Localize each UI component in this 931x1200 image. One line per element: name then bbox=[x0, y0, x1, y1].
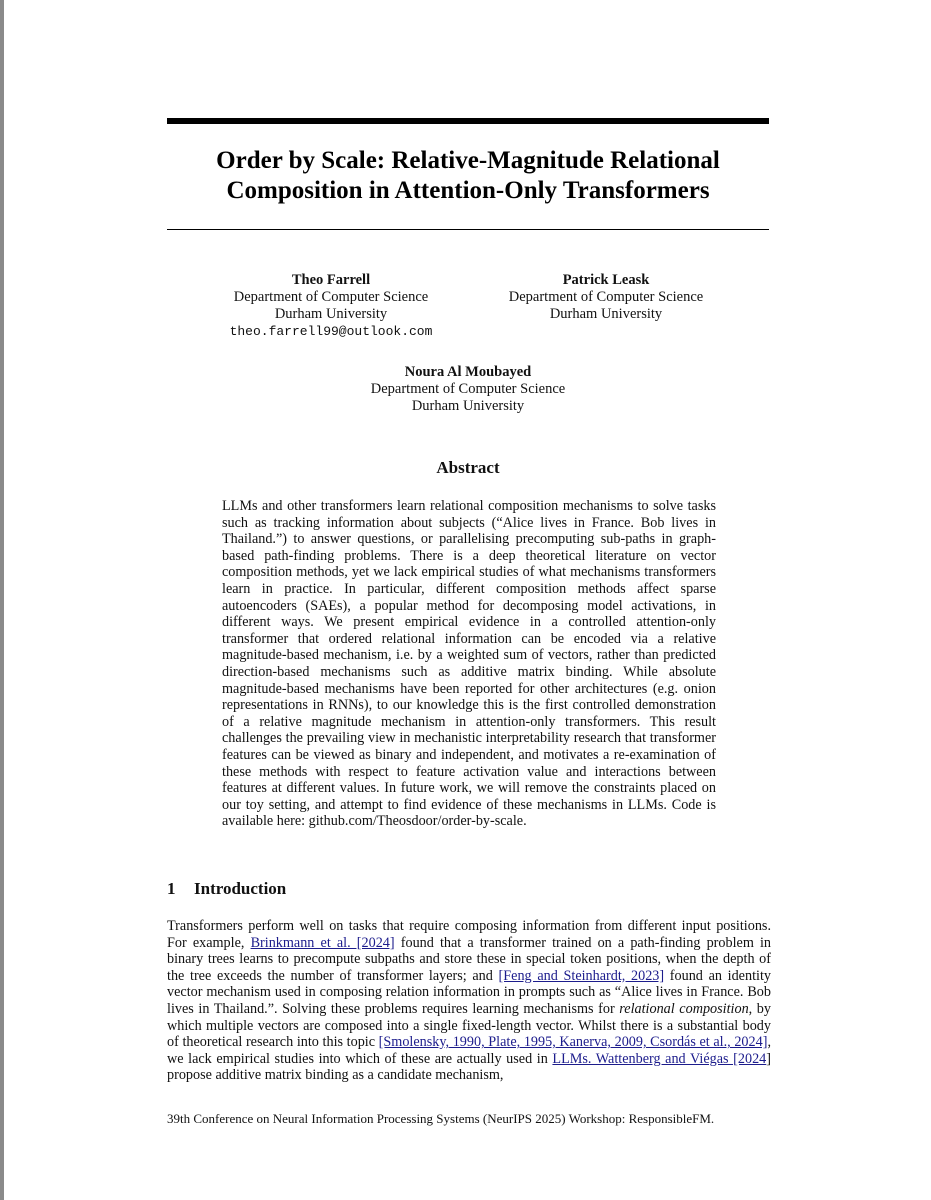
citation-link[interactable]: LLMs. Wattenberg and Viégas [2024 bbox=[552, 1050, 767, 1067]
intro-emphasis: relational composition bbox=[619, 1000, 749, 1017]
intro-text: ] propose additive matrix binding as a candidate mechanism, bbox=[167, 1050, 771, 1084]
author-university: Durham University bbox=[274, 306, 388, 322]
author-university: Durham University bbox=[411, 398, 525, 414]
abstract-text: LLMs and other transformers learn relational composition mechanisms to solve tasks such as tracking information about subjects (“Alice lives in France. Bob lives in Thailand.”) to answer questions, or parallelising precomputing sub-paths in graph-based path-finding problems. There is a deep theoretical literature on vector composition methods, yet we lack empirical studies of what mechanisms transformers learn in practice. In particular, different composition methods affect sparse autoencoders (SAEs), a popular method for decomposing model activations, in different ways. We present empirical evidence in a controlled attention-only transformer that ordered relational information can be encoded via a relative magnitude-based mechanism, i.e. by a weighted sum of vectors, rather than predicted direction-based mechanisms such as additive matrix binding. While absolute magnitude-based mechanisms have been reported for other architectures (e.g. onion representations in RNNs), to our knowledge this is the first controlled demonstration of a relative magnitude mechanism in attention-only transformers. This result challenges the prevailing view in mechanistic interpretability research that transformer features can be viewed as binary and independent, and motivates a re-examination of these methods with respect to feature activation value and interactions between features at different values. In future work, we will remove the constraints placed on our toy setting, and attempt to find evidence of these mechanisms in LLMs. Code is available here: github.com/Theosdoor/order-by-scale. bbox=[222, 498, 716, 830]
paper-title bbox=[167, 146, 769, 206]
citation-link[interactable]: [Smolensky, 1990, Plate, 1995, Kanerva, 2009, Csordás et al., 2024] bbox=[378, 1034, 768, 1051]
section-number: 1 bbox=[167, 879, 176, 898]
author-name: Theo Farrell bbox=[291, 272, 371, 288]
intro-text: , by which multiple vectors are composed into a single fixed-length vector. Whilst there is a substantial body of theoretical research into this topic bbox=[167, 1000, 771, 1051]
title-line-1: Order by Scale: Relative-Magnitude Relational bbox=[216, 147, 720, 174]
author-email[interactable]: theo.farrell99@outlook.com bbox=[229, 324, 433, 339]
citation-link[interactable]: [Feng and Steinhardt, 2023] bbox=[498, 967, 665, 984]
intro-text: found that a transformer trained on a path-finding problem in binary trees learns to precompute subpaths and store these in special token positions, when the depth of the tree exceeds the number of transformer layers; and bbox=[167, 934, 772, 984]
author-department: Department of Computer Science bbox=[233, 289, 429, 305]
author-name: Patrick Leask bbox=[562, 272, 650, 288]
section-heading-introduction bbox=[167, 879, 769, 899]
author-department: Department of Computer Science bbox=[370, 381, 566, 397]
intro-text: found an identity vector mechanism used in composing relation information in prompts such as “Alice lives in France. Bob lives in Thailand.”. Solving these problems requires learning mechanisms for bbox=[167, 967, 771, 1017]
intro-text: , we lack empirical studies into which of these are actually used in bbox=[167, 1034, 771, 1067]
citation-link[interactable]: Brinkmann et al. [2024] bbox=[250, 934, 395, 951]
title-bottom-rule bbox=[167, 229, 769, 230]
conference-footnote: 39th Conference on Neural Information Processing Systems (NeurIPS 2025) Workshop: ResponsibleFM. bbox=[167, 1111, 715, 1126]
title-line-2: Composition in Attention-Only Transformers bbox=[226, 177, 710, 204]
author-block-3 bbox=[333, 364, 603, 415]
author-university: Durham University bbox=[549, 306, 663, 322]
abstract-heading: Abstract bbox=[436, 458, 500, 477]
introduction-paragraph bbox=[167, 918, 771, 1084]
author-name: Noura Al Moubayed bbox=[404, 364, 532, 380]
author-department: Department of Computer Science bbox=[508, 289, 704, 305]
author-block-2 bbox=[471, 272, 741, 323]
author-block-1 bbox=[196, 272, 466, 340]
intro-text: Transformers perform well on tasks that require composing information from different input positions. For example, bbox=[167, 918, 771, 951]
viewer-page-edge bbox=[0, 0, 4, 1200]
title-top-rule bbox=[167, 118, 769, 124]
section-title: Introduction bbox=[194, 879, 287, 898]
